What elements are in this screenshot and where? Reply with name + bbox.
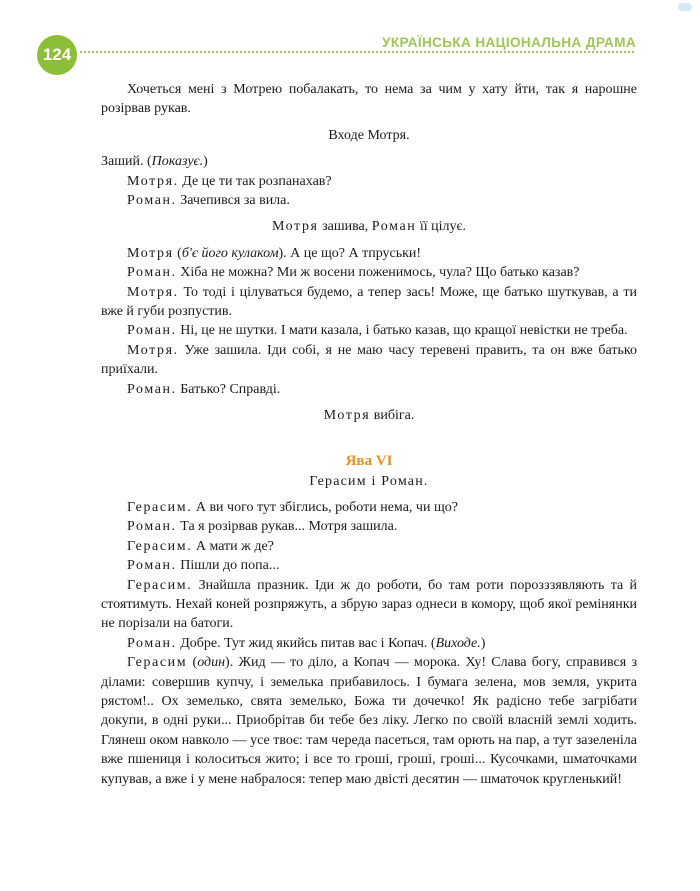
- dialogue-line: Роман. Зачепився за вила.: [127, 193, 290, 209]
- page-header: [0, 0, 700, 80]
- dialogue-line: Герасим. Знайшла празник. Іди ж до роботи, бо там роти порозззявляють та й стоятимуть. Нехай коней розпряжуть, а збрую зараз однеси в комору, щоб якої ремінянки не порізали на батоги.: [101, 577, 637, 632]
- speaker: Мотря: [127, 245, 174, 261]
- dialogue-line: Герасим. А ви чого тут збіглись, роботи нема, чи що?: [127, 499, 458, 515]
- paragraph: Хочеться мені з Мотрею побалакать, то нема за чим у хату йти, так я нарошне розірвав рукав.: [101, 82, 637, 117]
- dialogue-line: Герасим (один). Жид — то діло, а Копач — морока. Ху! Слава богу, справився з ділами: совершив купчу, і земелька прибавилось. І бумага зелена, мов земля, укрита рястом!.. Ох земелько, свята земелько, Божа ти дочечко! Як радісно тебе загрібати докупи, в одні руки... Приобрітав би тебе без ліку. Легко по своїй власній землі ходить. Глянеш оком навколо — усе твоє: там череда пасеться, там орють на пар, а тут зазеленіла вже пшениця і колоситься жито; і все то гроші, гроші, гроші... Кусочками, шматочками купував, а вже і у мене набралося: тепер маю двісті десятин — шматочок кругленький!: [101, 655, 637, 787]
- page-number: 124: [42, 45, 72, 64]
- dialogue-line: Роман. Та я розірвав рукав... Мотря зашила.: [127, 519, 398, 535]
- speaker: Роман.: [127, 381, 177, 397]
- page-number-badge: [37, 35, 77, 75]
- play-text: [101, 80, 637, 789]
- dialogue-line: Роман. Добре. Тут жид якийсь питав вас і Копач. (Виходе.): [127, 635, 486, 651]
- speaker: Роман.: [127, 558, 177, 574]
- dialogue-line: Роман. Хіба не можна? Ми ж восени поженимось, чула? Що батько казав?: [127, 265, 580, 281]
- speaker: Герасим.: [127, 499, 193, 515]
- speaker: Роман.: [127, 265, 177, 281]
- speaker: Роман.: [127, 519, 177, 535]
- speaker: Герасим.: [127, 538, 193, 554]
- speaker: Роман.: [127, 193, 177, 209]
- dialogue-line: Мотря. Де це ти так розпанахав?: [127, 173, 332, 189]
- speaker: Мотря.: [127, 342, 179, 358]
- dialogue-line: Герасим. А мати ж де?: [127, 538, 274, 554]
- speaker: Роман.: [127, 323, 177, 339]
- dialogue-line: Мотря (б'є його кулаком). А це що? А тпруськи!: [127, 245, 422, 261]
- stage-direction: Мотря зашива, Роман її цілує.: [271, 219, 467, 235]
- speaker: Герасим: [127, 655, 188, 671]
- speaker: Мотря.: [127, 173, 179, 189]
- scene-heading: Ява VI: [345, 452, 393, 469]
- dialogue-line: Роман. Ні, це не шутки. І мати казала, і батько казав, що кращої невістки не треба.: [127, 323, 628, 339]
- header-dotted-rule: [80, 51, 634, 53]
- section-title: УКРАЇНСЬКА НАЦІОНАЛЬНА ДРАМА: [382, 35, 636, 50]
- dialogue-line: Роман. Пішли до попа...: [127, 558, 280, 574]
- paragraph: Заший. (Показує.): [101, 154, 208, 170]
- dialogue-line: Мотря. Уже зашила. Іди собі, я не маю часу теревені править, та он вже батько приїхали.: [101, 342, 637, 378]
- speaker: Роман.: [127, 635, 177, 651]
- scene-persons: Герасим і Роман.: [309, 473, 429, 489]
- speaker: Герасим.: [127, 577, 193, 593]
- stage-direction: Мотря вибіга.: [323, 408, 415, 424]
- dialogue-line: Мотря. То тоді і цілуваться будемо, а тепер зась! Може, ще батько шуткував, а ти вже й губи розпустив.: [101, 284, 637, 320]
- speaker: Мотря.: [127, 284, 179, 300]
- stage-direction: Входе Мотря.: [328, 127, 410, 143]
- dialogue-line: Роман. Батько? Справді.: [127, 381, 281, 397]
